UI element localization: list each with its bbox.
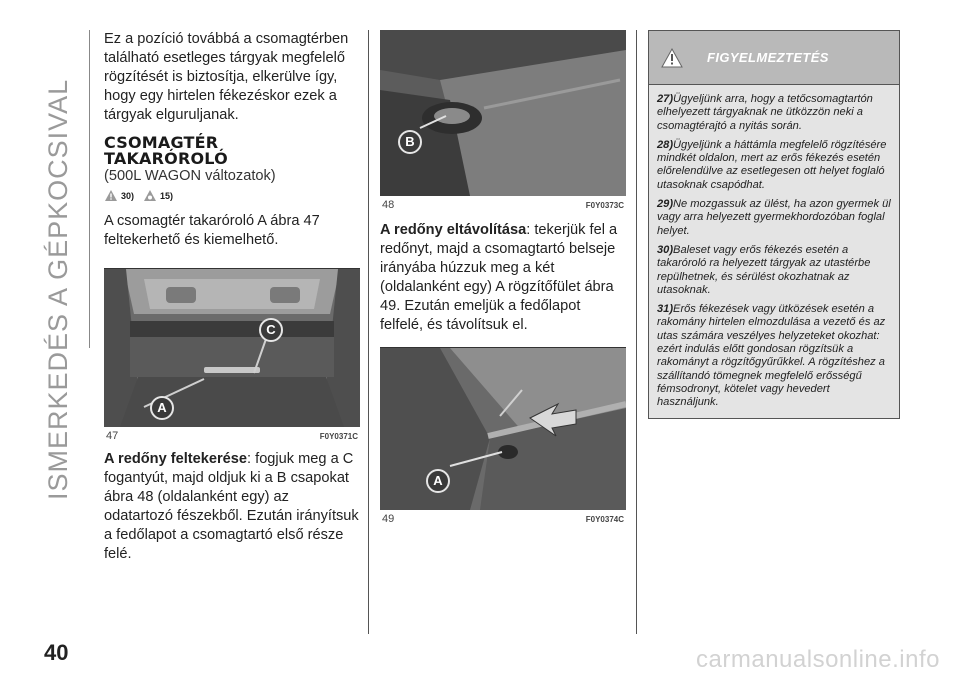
figure-number: 47 [106,430,119,442]
removal-text: : tekerjük fel a redőnyt, majd a csomagtartó belseje irányába húzzuk meg a két (oldalanként egy) A rögzítőfület ábra 49. Ezután emeljük a fedőlapot felfelé, és távolítsuk el. [380,222,618,333]
figure-code: F0Y0373C [585,200,624,210]
removal-title: A redőny eltávolítása [380,222,527,238]
warning-item-29: 29)Ne mozgassuk az ülést, ha azon gyermek ül vagy arra helyezett gyermekhordozóban foglal helyet. [657,198,891,237]
figure-caption [104,427,360,442]
figure-49 [380,347,626,525]
marker-a: A [150,396,174,420]
environment-note-icon [143,189,157,202]
description-paragraph: A csomagtér takaróroló A ábra 47 feltekerhető és kiemelhető. [104,213,320,248]
warning-title: FIGYELMEZTETÉS [707,50,829,65]
column-2 [380,30,626,525]
figure-code: F0Y0374C [585,514,624,524]
figure-caption [380,196,626,211]
heading-line-2: TAKARÓROLÓ [104,149,228,168]
warning-box [648,30,900,419]
cargo-cover-photo [104,269,360,427]
figure-number: 48 [382,199,395,211]
column-divider-1 [368,30,369,634]
column-1 [104,30,360,564]
page-number: 40 [44,640,69,665]
marker-c: C [259,318,283,342]
heading-line-1: CSOMAGTÉR [104,133,219,152]
locking-tab-photo [380,348,626,510]
section-heading [104,135,360,167]
column-divider-2 [636,30,637,634]
roll-up-title: A redőny feltekerése [104,451,248,467]
reference-15: 15) [160,190,174,201]
watermark: carmanualsonline.info [696,646,940,673]
figure-47 [104,268,360,442]
warning-triangle-icon [104,189,118,202]
warning-body [649,85,899,418]
column-3 [648,30,900,419]
intro-paragraph: Ez a pozíció továbbá a csomagtérben található esetleges tárgyak megfelelő rögzítését is biztosítja, elkerülve így, hogy egy hirtelen fékezéskor ezek a tárgyak elguruljanak. [104,31,349,123]
figure-code: F0Y0371C [319,431,358,441]
reference-30: 30) [121,190,135,201]
heading-subtitle: (500L WAGON változatok) [104,168,276,184]
figure-caption [380,510,626,525]
figure-number: 49 [382,513,395,525]
removal-paragraph [380,221,626,335]
warning-triangle-icon [661,48,683,68]
warning-item-31: 31)Erős fékezések vagy ütközések esetén a rakomány hirtelen elmozdulása a vezető és az utas számára veszélyes helyzeteket okozhat: ezért indulás előtt gondosan rögzítsük a rakományt a rögzítőgyűrűkkel. A rögzítéshez a szállítandó tömegnek megfelelő erősségű fémsodronyt, kötelet vagy hevedert használjunk. [657,303,886,409]
cover-pin-photo [380,30,626,196]
warning-item-28: 28)Ügyeljünk a háttámla megfelelő rögzítésére mindkét oldalon, mert az erős fékezés esetén előrelendülve az esetlegesen ott helyet foglaló utasoknak csapódhat. [657,138,887,191]
roll-up-text: : fogjuk meg a C fogantyút, majd oldjuk ki a B csapokat ábra 48 (oldalanként egy) az odatartozó fészekből. Ezután irányítsuk a fedőlapot a csomagtartó első része felé. [104,451,359,562]
warning-references [104,189,360,202]
marker-a: A [426,469,450,493]
warning-item-27: 27)Ügyeljünk arra, hogy a tetőcsomagtartón elhelyezett tárgyaknak ne ütközzön neki a csomagtérajtó a nyitás során. [657,93,873,132]
roll-up-paragraph [104,450,360,564]
side-divider [89,30,90,348]
section-side-title: ISMERKEDÉS A GÉPKOCSIVAL [43,78,73,500]
marker-b: B [398,130,422,154]
warning-item-30: 30)Baleset vagy erős fékezés esetén a takaróroló ra helyezett tárgyak az utastérbe repülhetnek, és sérülést okozhatnak az utasoknak. [657,243,871,296]
figure-48 [380,30,626,211]
warning-header [649,31,899,85]
